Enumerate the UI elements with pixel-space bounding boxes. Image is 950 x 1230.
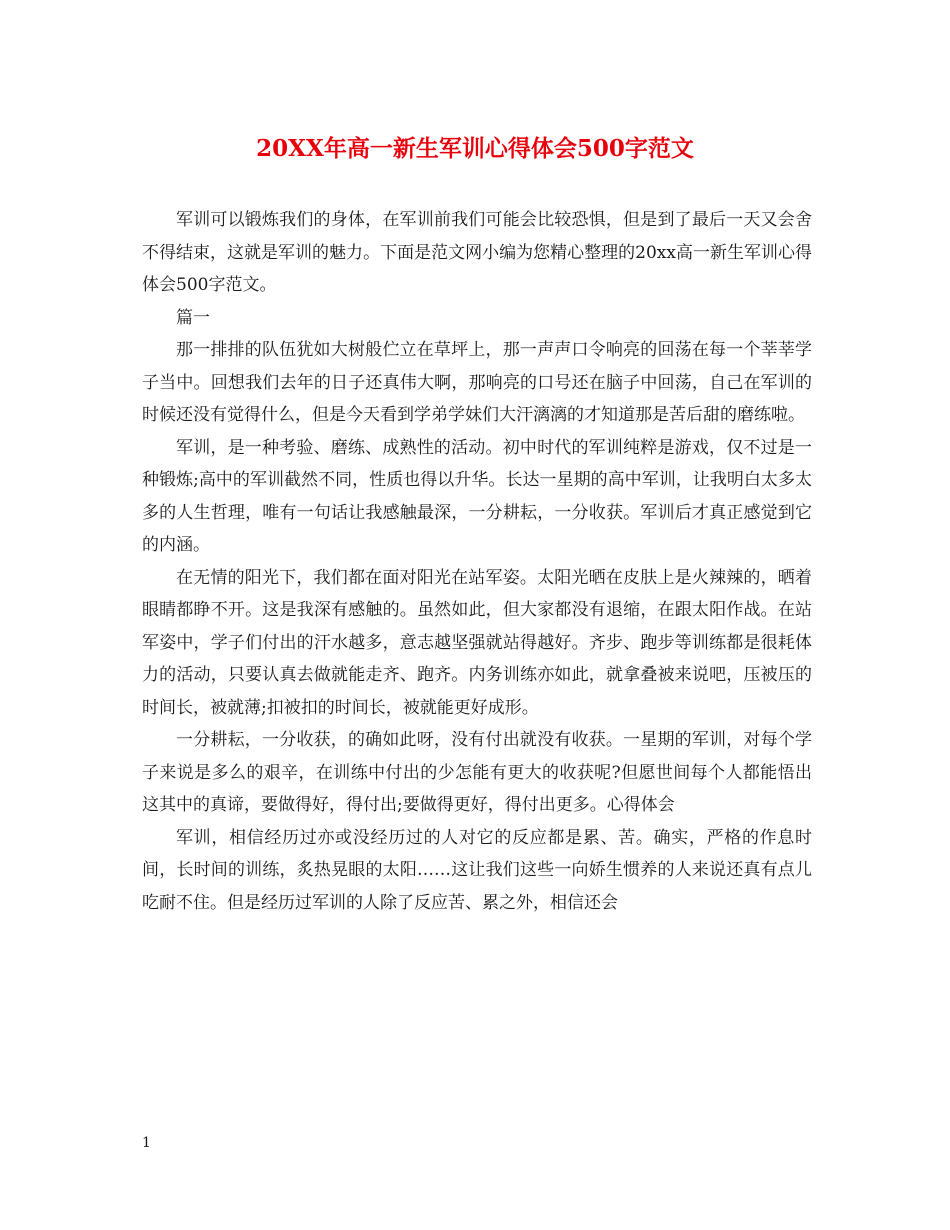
paragraph: 军训，是一种考验、磨练、成熟性的活动。初中时代的军训纯粹是游戏，仅不过是一种锻炼;高中的军训截然不同，性质也得以升华。长达一星期的高中军训，让我明白太多太多的人生哲理，唯有一句话让我感触最深，一分耕耘，一分收获。军训后才真正感觉到它的内涵。 bbox=[142, 437, 812, 555]
paragraph: 军训，相信经历过亦或没经历过的人对它的反应都是累、苦。确实，严格的作息时间，长时间的训练，炙热晃眼的太阳……这让我们这些一向娇生惯养的人来说还真有点儿吃耐不住。但是经历过军训的人除了反应苦、累之外，相信还会 bbox=[142, 827, 812, 913]
document-body bbox=[142, 204, 812, 919]
page-number: 1 bbox=[142, 1135, 151, 1151]
paragraph: 那一排排的队伍犹如大树般伫立在草坪上，那一声声口令响亮的回荡在每一个莘莘学子当中。回想我们去年的日子还真伟大啊，那响亮的口号还在脑子中回荡，自己在军训的时候还没有觉得什么，但是今天看到学弟学妹们大汗漓漓的才知道那是苦后甜的磨练啦。 bbox=[142, 340, 812, 425]
paragraph: 一分耕耘，一分收获，的确如此呀，没有付出就没有收获。一星期的军训，对每个学子来说是多么的艰辛，在训练中付出的少怎能有更大的收获呢?但愿世间每个人都能悟出这其中的真谛，要做得好，得付出;要做得更好，得付出更多。心得体会 bbox=[142, 730, 812, 815]
paragraph: 在无情的阳光下，我们都在面对阳光在站军姿。太阳光晒在皮肤上是火辣辣的，晒着眼睛都睁不开。这是我深有感触的。虽然如此，但大家都没有退缩，在跟太阳作战。在站军姿中，学子们付出的汗水越多，意志越坚强就站得越好。齐步、跑步等训练都是很耗体力的活动，只要认真去做就能走齐、跑齐。内务训练亦如此，就拿叠被来说吧，压被压的时间长，被就薄;扣被扣的时间长，被就能更好成形。 bbox=[142, 567, 812, 718]
document-title: 20XX年高一新生军训心得体会500字范文 bbox=[256, 135, 694, 162]
paragraph-section-heading: 篇一 bbox=[176, 307, 210, 328]
paragraph-intro: 军训可以锻炼我们的身体，在军训前我们可能会比较恐惧，但是到了最后一天又会舍不得结束，这就是军训的魅力。下面是范文网小编为您精心整理的20xx高一新生军训心得体会500字范文。 bbox=[142, 210, 812, 295]
